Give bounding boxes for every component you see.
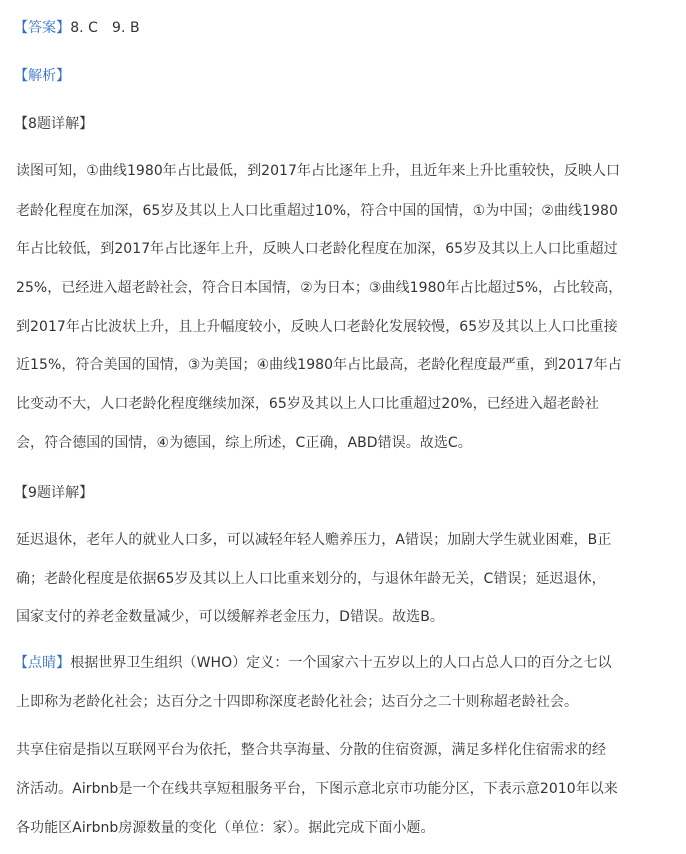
q8-line: 比变动不大，人口老龄化程度继续加深，65岁及其以上人口比重超过20%，已经进入超老龄社 (16, 396, 600, 412)
question-intro-line: 各功能区Airbnb房源数量的变化（单位：家）。据此完成下面小题。 (16, 820, 435, 836)
q8-line: 25%，已经进入超老龄社会，符合日本国情，②为日本；③曲线1980年占比超过5%，占比较高， (16, 280, 623, 296)
q8-line: 读图可知，①曲线1980年占比最低，到2017年占比逐年上升，且近年来上升比重较快，反映人口 (16, 163, 621, 179)
tip-label: 【点睛】 (14, 655, 71, 671)
q8-heading: 【8题详解】 (14, 116, 94, 132)
q9-heading: 【9题详解】 (14, 485, 94, 501)
q9-line: 确；老龄化程度是依据65岁及其以上人口比重来划分的，与退休年龄无关，C错误；延迟退休， (16, 571, 606, 587)
q9-line: 延迟退休，老年人的就业人口多，可以减轻年轻人赡养压力，A错误；加剧大学生就业困难，B正 (16, 532, 612, 548)
question-intro-line: 共享住宿是指以互联网平台为依托，整合共享海量、分散的住宿资源，满足多样化住宿需求的经 (16, 742, 607, 758)
q8-line: 老龄化程度在加深，65岁及其以上人口比重超过10%，符合中国的国情，①为中国；②曲线1980 (16, 203, 618, 219)
q9-line: 国家支付的养老金数量减少，可以缓解养老金压力，D错误。故选B。 (16, 609, 444, 625)
q8-line: 到2017年占比波状上升，且上升幅度较小，反映人口老龄化发展较慢，65岁及其以上人口比重接 (16, 319, 618, 335)
q8-line: 近15%，符合美国的国情，③为美国；④曲线1980年占比最高，老龄化程度最严重，到2017年占 (16, 357, 622, 373)
tip-text: 根据世界卫生组织（WHO）定义：一个国家六十五岁以上的人口占总人口的百分之七以 (70, 655, 612, 671)
answer-label: 【答案】 (14, 20, 71, 36)
q8-line: 年占比较低，到2017年占比逐年上升，反映人口老龄化程度在加深，65岁及其以上人口比重超过 (16, 241, 618, 257)
analysis-label: 【解析】 (14, 68, 71, 84)
question-intro-line: 济活动。Airbnb是一个在线共享短租服务平台，下图示意北京市功能分区，下表示意2010年以来 (16, 781, 618, 797)
tip-line: 上即称为老龄化社会；达百分之十四即称深度老龄化社会；达百分之二十则称超老龄社会。 (16, 694, 578, 710)
q8-line: 会，符合德国的国情，④为德国，综上所述，C正确，ABD错误。故选C。 (16, 435, 472, 451)
answer-value: 8. C 9. B (70, 20, 140, 36)
answer-line (14, 18, 140, 38)
tip-line (14, 653, 612, 673)
